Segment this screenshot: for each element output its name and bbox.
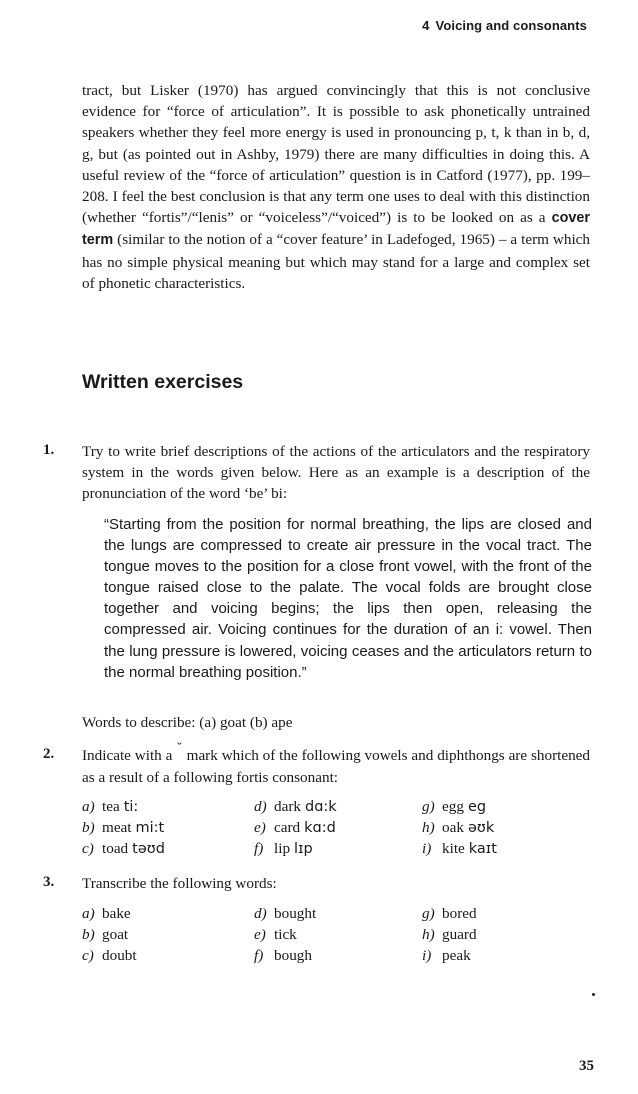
exercise-3-text: Transcribe the following words: (82, 875, 277, 892)
exercise-1-quote: “Starting from the position for normal breathing, the lips are closed and the lungs are compressed to create air pressure in the vocal tract. The tongue moves to the position for a close front vowel, with the front of the tongue raised close to the palate. The vocal folds are brought close together and voicing begins; the lips then open, releasing the compressed air. Voicing continues for the duration of an i: vowel. Then the lung pressure is lowered, voicing ceases and the articulators return to the normal breathing position.” (104, 516, 592, 681)
list-item: b) meat mi:t (82, 819, 165, 836)
list-item: b) goat (82, 926, 129, 943)
print-speck (592, 993, 595, 996)
ipa-transcription: əʊk (467, 820, 495, 836)
exercise-2-text (82, 742, 591, 788)
list-row (82, 926, 602, 947)
list-item: h) guard (422, 926, 477, 943)
chapter-title: Voicing and consonants (435, 18, 587, 33)
ipa-transcription: dɑ:k (305, 799, 337, 815)
list-item: g) bored (422, 905, 477, 922)
list-item: e) tick (254, 926, 297, 943)
paragraph-text-after: (similar to the notion of a “cover feature’ in Ladefoged, 1965) – a term which has no simple physical meaning but which may stand for a large and complex set of phonetic characteristics. (82, 231, 591, 292)
list-item: i) kite kaɪt (422, 840, 497, 857)
list-row (82, 905, 602, 926)
list-item: f) bough (254, 947, 312, 964)
exercise-3-number: 3. (43, 874, 55, 890)
list-item: g) egg eg (422, 798, 487, 815)
exercise-3-word-list (82, 905, 602, 968)
list-item: a) bake (82, 905, 131, 922)
list-item: f) lip lɪp (254, 840, 313, 857)
ipa-transcription: ti: (123, 799, 139, 815)
list-item: d) bought (254, 905, 317, 922)
paragraph-text-before: tract, but Lisker (1970) has argued convincingly that this is not conclusive evidence for “force of articulation”. It is possible to ask phonetically untrained speakers whether they feel more energy is used in pronouncing p, t, k than in b, d, g, but (as pointed out in Ashby, 1979) there are many difficulties in doing this. A useful review of the “force of articulation” question is in Catford (1977), pp. 199–208. I feel the best conclusion is that any term one uses to deal with this distinction (whether “fortis”/“lenis” or “voiceless”/“voiced”) is to be looked on as a (82, 82, 590, 227)
ipa-transcription: mi:t (135, 820, 165, 836)
ipa-transcription: kɑ:d (304, 820, 336, 836)
list-row (82, 840, 602, 861)
exercise-1-words: Words to describe: (a) goat (b) ape (82, 714, 293, 731)
cover-term: cover term (82, 210, 591, 249)
list-row (82, 947, 602, 968)
page-number: 35 (579, 1058, 594, 1074)
exercise-1-number: 1. (43, 442, 55, 458)
exercise-2-text-after: mark which of the following vowels and diphthongs are shortened as a result of a following fortis consonant: (82, 747, 591, 787)
exercise-2-number: 2. (43, 746, 55, 762)
running-head (422, 18, 587, 33)
list-row (82, 798, 602, 819)
list-row (82, 819, 602, 840)
list-item: h) oak əʊk (422, 819, 495, 836)
ipa-transcription: eg (467, 799, 487, 815)
ipa-transcription: kaɪt (468, 841, 497, 857)
section-heading: Written exercises (82, 371, 244, 393)
exercise-1-text: Try to write brief descriptions of the actions of the articulators and the respiratory system in the words given below. Here as an example is a description of the pronunciation of the word ‘be’ bi: (82, 443, 590, 503)
list-item: e) card kɑ:d (254, 819, 336, 836)
exercise-2-word-list (82, 798, 602, 861)
list-item: c) doubt (82, 947, 137, 964)
ipa-transcription: lɪp (294, 841, 313, 857)
exercise-2-text-before: Indicate with a (82, 747, 173, 764)
chapter-number: 4 (422, 18, 430, 33)
body-paragraph (82, 80, 590, 294)
list-item: a) tea ti: (82, 798, 139, 815)
ipa-transcription: təʊd (132, 841, 165, 857)
list-item: c) toad təʊd (82, 840, 165, 857)
list-item: d) dark dɑ:k (254, 798, 337, 815)
breve-mark: ˘ (176, 742, 183, 757)
list-item: i) peak (422, 947, 471, 964)
